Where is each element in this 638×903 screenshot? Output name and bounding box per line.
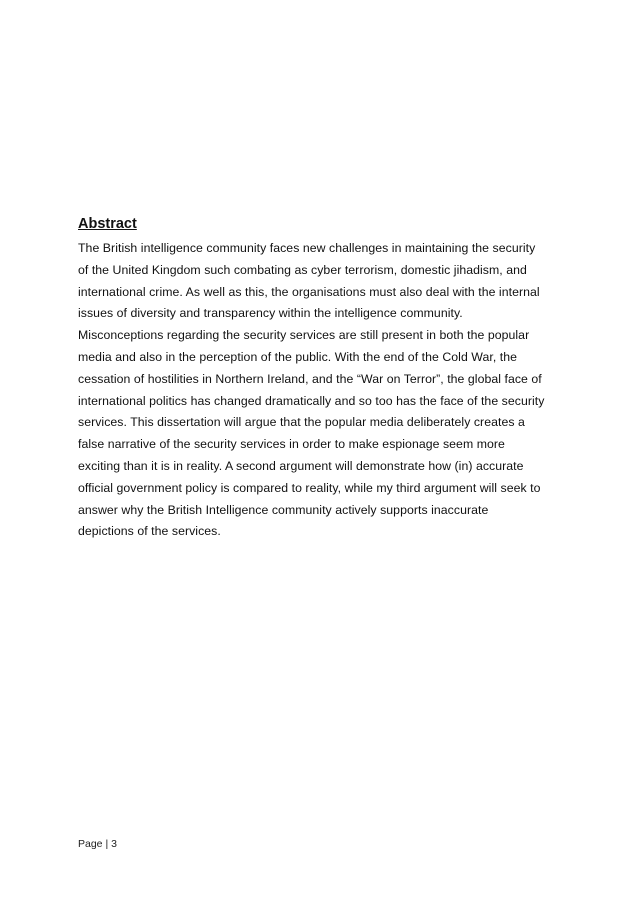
abstract-line: depictions of the services.	[78, 524, 221, 539]
abstract-line: The British intelligence community faces new challenges in maintaining the security	[78, 241, 536, 255]
abstract-line: answer why the British Intelligence community actively supports inaccurate	[78, 502, 489, 517]
abstract-line: exciting than it is in reality. A second argument will demonstrate how (in) accurate	[78, 458, 524, 473]
abstract-section	[78, 214, 570, 543]
abstract-line: cessation of hostilities in Northern Ireland, and the “War on Terror”, the global face of	[78, 371, 542, 386]
abstract-line: services. This dissertation will argue that the popular media deliberately creates a	[78, 415, 525, 430]
abstract-heading: Abstract	[78, 216, 137, 232]
abstract-line: false narrative of the security services in order to make espionage seem more	[78, 437, 505, 452]
abstract-line: official government policy is compared to reality, while my third argument will seek to	[78, 480, 541, 495]
page-number-footer: Page | 3	[78, 838, 117, 850]
abstract-line: international politics has changed dramatically and so too has the face of the security	[78, 393, 545, 408]
abstract-line: issues of diversity and transparency within the intelligence community.	[78, 306, 463, 321]
abstract-line: media and also in the perception of the public. With the end of the Cold War, the	[78, 349, 518, 364]
abstract-body	[78, 238, 570, 543]
abstract-line: international crime. As well as this, the organisations must also deal with the internal	[78, 284, 540, 299]
abstract-line: Misconceptions regarding the security services are still present in both the popular	[78, 328, 530, 343]
abstract-line: of the United Kingdom such combating as cyber terrorism, domestic jihadism, and	[78, 262, 527, 277]
